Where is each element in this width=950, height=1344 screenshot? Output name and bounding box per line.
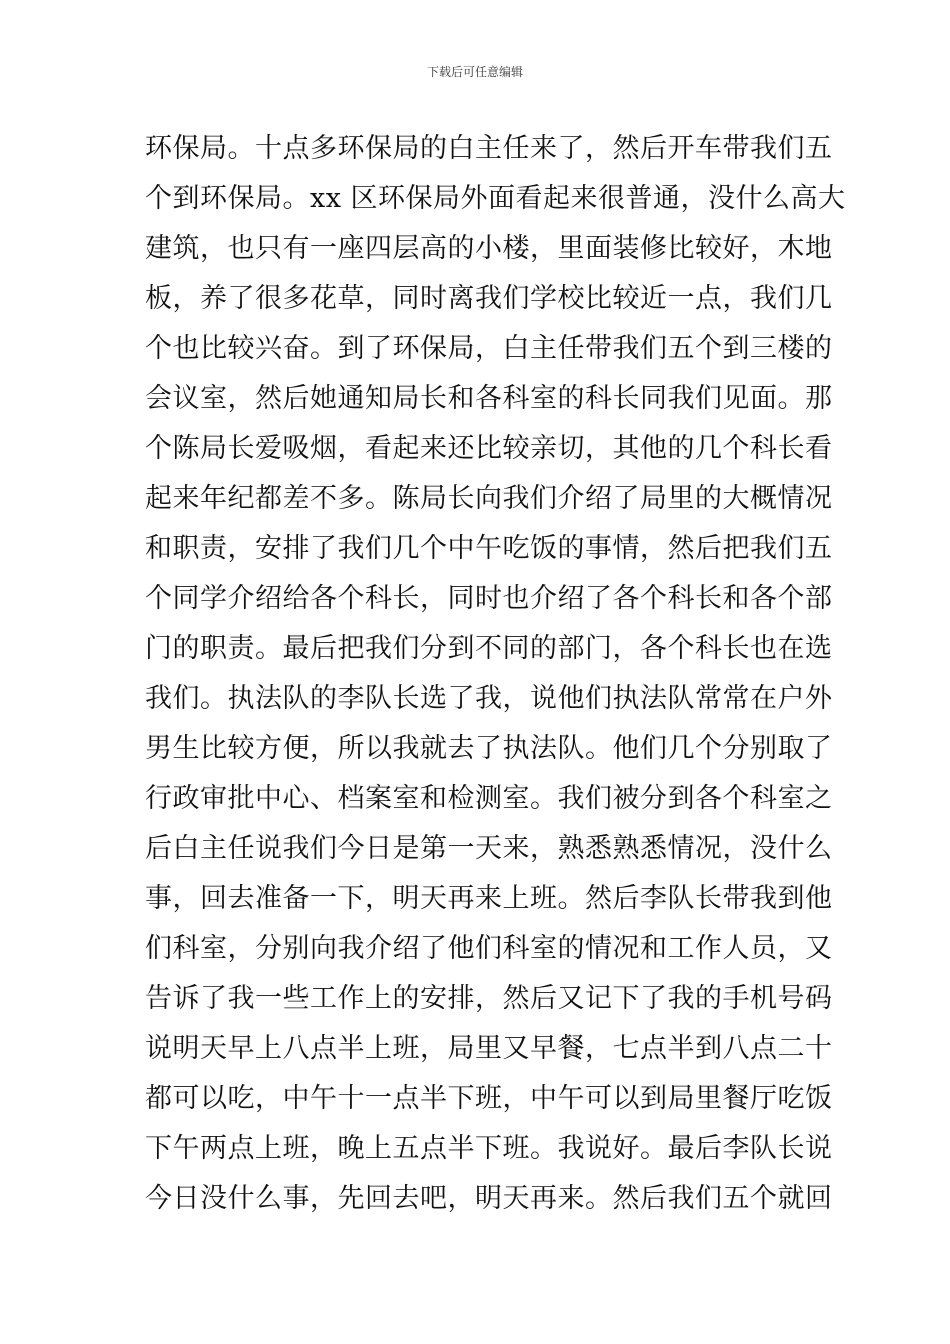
text-line: 建筑，也只有一座四层高的小楼，里面装修比较好，木地 bbox=[145, 233, 833, 264]
text-line: 起来年纪都差不多。陈局长向我们介绍了局里的大概情况 bbox=[145, 483, 833, 514]
text-line: 行政审批中心、档案室和检测室。我们被分到各个科室之 bbox=[145, 783, 833, 814]
text-line: 下午两点上班，晚上五点半下班。我说好。最后李队长说 bbox=[145, 1133, 833, 1164]
text-line: 环保局。十点多环保局的白主任来了，然后开车带我们五 bbox=[145, 133, 833, 164]
text-line: 个同学介绍给各个科长，同时也介绍了各个科长和各个部 bbox=[145, 583, 833, 614]
text-line: 门的职责。最后把我们分到不同的部门，各个科长也在选 bbox=[145, 633, 833, 664]
text-line: 后白主任说我们今日是第一天来，熟悉熟悉情况，没什么 bbox=[145, 833, 833, 864]
text-line: 个陈局长爱吸烟，看起来还比较亲切，其他的几个科长看 bbox=[145, 433, 833, 464]
text-line: 都可以吃，中午十一点半下班，中午可以到局里餐厅吃饭 bbox=[145, 1083, 833, 1114]
page-header: 下载后可任意编辑 bbox=[426, 65, 523, 79]
text-line: 会议室，然后她通知局长和各科室的科长同我们见面。那 bbox=[145, 383, 833, 414]
text-line: 我们。执法队的李队长选了我，说他们执法队常常在户外 bbox=[145, 683, 833, 714]
text-line: 事，回去准备一下，明天再来上班。然后李队长带我到他 bbox=[145, 883, 833, 914]
text-line: 个也比较兴奋。到了环保局，白主任带我们五个到三楼的 bbox=[145, 333, 833, 364]
text-line: 男生比较方便，所以我就去了执法队。他们几个分别取了 bbox=[145, 733, 833, 764]
text-line: 个到环保局。xx 区环保局外面看起来很普通，没什么高大 bbox=[145, 183, 846, 214]
text-line: 今日没什么事，先回去吧，明天再来。然后我们五个就回 bbox=[145, 1183, 833, 1214]
body-text bbox=[145, 124, 846, 1224]
text-line: 说明天早上八点半上班，局里又早餐，七点半到八点二十 bbox=[145, 1033, 833, 1064]
text-line: 板，养了很多花草，同时离我们学校比较近一点，我们几 bbox=[145, 283, 833, 314]
text-line: 和职责，安排了我们几个中午吃饭的事情，然后把我们五 bbox=[145, 533, 833, 564]
text-line: 们科室，分别向我介绍了他们科室的情况和工作人员，又 bbox=[145, 933, 833, 964]
text-line: 告诉了我一些工作上的安排，然后又记下了我的手机号码 bbox=[145, 983, 833, 1014]
